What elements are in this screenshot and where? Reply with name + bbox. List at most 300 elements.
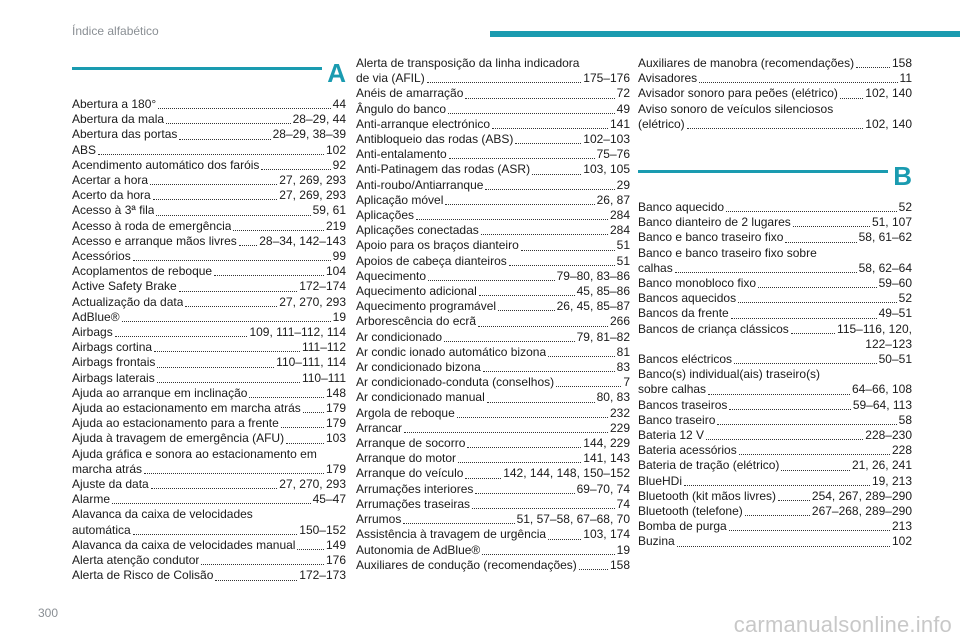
dot-leader: [498, 309, 555, 311]
index-entry-pages: 51: [616, 238, 630, 253]
dot-leader: [548, 355, 615, 357]
index-entry-term: Arrumações traseiras: [356, 496, 471, 511]
index-entry-pages: 80, 83: [596, 390, 630, 405]
index-entry: [72, 538, 346, 553]
index-entry-pages-continued: 122–123: [865, 336, 912, 351]
index-entry: [72, 249, 346, 264]
index-entry-term: Acesso à roda de emergência: [72, 218, 232, 233]
dot-leader: [448, 112, 615, 114]
dot-leader: [745, 514, 810, 516]
dot-leader: [185, 305, 277, 307]
dot-leader: [481, 233, 608, 235]
index-entry-term: Banco e banco traseiro fixo: [638, 230, 784, 245]
index-entry-term: Acesso à 3ª fila: [72, 203, 155, 218]
index-entry-term: Acerto da hora: [72, 188, 151, 203]
dot-leader: [286, 442, 324, 444]
index-entry-term: (elétrico): [638, 116, 685, 131]
index-entry-term: Ar condicionado: [356, 329, 443, 344]
index-entry-pages: 228: [891, 443, 912, 458]
header-title: Índice alfabético: [72, 24, 159, 38]
index-entry-term: Banco traseiro: [638, 412, 716, 427]
index-entry-pages: 27, 269, 293: [279, 173, 346, 188]
dot-leader: [781, 469, 850, 471]
index-entry: [72, 127, 346, 142]
index-entry: [356, 132, 630, 147]
index-entry-pages: 104: [325, 264, 346, 279]
index-entry-term: Apoios de cabeça dianteiros: [356, 253, 507, 268]
index-entry-pages: 110–111: [301, 370, 346, 385]
index-entry-pages: 58: [898, 412, 912, 427]
index-entry: [72, 325, 346, 340]
dot-leader: [133, 533, 298, 535]
dot-leader: [708, 393, 850, 395]
index-entry: [356, 421, 630, 436]
index-entry-term: Anti-entalamento: [356, 147, 447, 162]
index-entry-term: Arranque do veículo: [356, 466, 464, 481]
index-entry-pages: 51, 57–58, 67–68, 70: [516, 512, 630, 527]
index-entry: [356, 223, 630, 238]
index-entry: [72, 310, 346, 325]
index-entry-term: Arrumações interiores: [356, 481, 474, 496]
index-entry-pages: 179: [325, 416, 346, 431]
dot-leader: [739, 453, 890, 455]
index-entry-term: Aplicações: [356, 208, 415, 223]
index-entry: [638, 428, 912, 443]
dot-leader: [133, 259, 331, 261]
index-entry-term: Bancos de criança clássicos: [638, 321, 789, 336]
dot-leader: [738, 301, 897, 303]
index-entry: [638, 489, 912, 504]
index-entry-term: Arborescência do ecrã: [356, 314, 477, 329]
index-entry-pages: 267–268, 289–290: [811, 504, 912, 519]
index-entry: [356, 497, 630, 512]
index-entry: [72, 401, 346, 416]
dot-leader: [687, 127, 864, 129]
index-entry-term: Bateria 12 V: [638, 428, 705, 443]
index-entry-pages: 229: [609, 420, 630, 435]
dot-leader: [427, 81, 582, 83]
index-entry-pages: 27, 269, 293: [279, 188, 346, 203]
index-entry-term: Acessórios: [72, 249, 131, 264]
index-entry: [72, 279, 346, 294]
index-entry-pages: 284: [609, 208, 630, 223]
index-entry: [72, 431, 346, 446]
index-entry: [72, 477, 346, 492]
index-entry-term: Aplicação móvel: [356, 192, 444, 207]
index-entry-pages: 45, 85–86: [576, 284, 630, 299]
dot-leader: [303, 411, 324, 413]
dot-leader: [215, 579, 297, 581]
index-entry: [72, 112, 346, 127]
dot-leader: [465, 477, 501, 479]
index-entry-pages: 109, 111–112, 114: [249, 325, 346, 340]
index-entry-pages: 83: [616, 360, 630, 375]
index-entry: [638, 215, 912, 230]
dot-leader: [157, 381, 300, 383]
dot-leader: [112, 502, 311, 504]
dot-leader: [731, 317, 877, 319]
index-entry-term: Alerta atenção condutor: [72, 553, 200, 568]
index-entry: [638, 291, 912, 306]
index-entry-pages: 213: [891, 519, 912, 534]
index-entry: [356, 299, 630, 314]
dot-leader: [297, 548, 323, 550]
index-entry-pages: 64–66, 108: [851, 382, 912, 397]
dot-leader: [403, 522, 514, 524]
index-entry-pages: 103, 174: [583, 527, 630, 542]
index-entry: [638, 474, 912, 489]
index-entry-pages: 19: [616, 542, 630, 557]
index-entry-term: Bateria de tração (elétrico): [638, 458, 780, 473]
index-entry-pages: 228–230: [865, 428, 912, 443]
index-entry-pages: 59–60: [878, 276, 912, 291]
dot-leader: [458, 461, 581, 463]
index-entry: [356, 314, 630, 329]
dot-leader: [515, 142, 581, 144]
index-entry-term: Banco dianteiro de 2 lugares: [638, 215, 791, 230]
index-entry-term: marcha atrás: [72, 461, 143, 476]
index-entry: [72, 264, 346, 279]
index-entry-term: calhas: [638, 260, 673, 275]
index-entry-pages: 44: [332, 97, 346, 111]
index-entry-pages: 11: [899, 71, 912, 86]
index-entry-pages: 172–174: [299, 279, 346, 294]
index-entry-pages: 158: [891, 56, 912, 70]
index-entry-term: Assistência à travagem de urgência: [356, 527, 547, 542]
index-entry-pages: 158: [609, 557, 630, 572]
index-entry: [72, 234, 346, 249]
index-entry: [72, 371, 346, 386]
index-entry-pages: 102–103: [583, 132, 630, 147]
index-entry: [356, 71, 630, 86]
section-a-letter: A: [327, 58, 346, 88]
dot-leader: [428, 279, 555, 281]
dot-leader: [556, 385, 621, 387]
index-entry: [638, 56, 912, 71]
section-a-header: [72, 58, 346, 97]
index-entry: [356, 527, 630, 542]
index-entry-pages: 99: [332, 249, 346, 264]
index-entry-term: Anti-arranque electrónico: [356, 116, 491, 131]
index-entry-term: Argola de reboque: [356, 405, 455, 420]
dot-leader: [233, 229, 324, 231]
index-entry: [356, 86, 630, 101]
index-entry: [72, 203, 346, 218]
index-entry: [638, 382, 912, 397]
dot-leader: [785, 241, 856, 243]
index-entry-term: Bomba de purga: [638, 519, 727, 534]
index-entry-term: Ar condic ionado automático bizona: [356, 344, 547, 359]
dot-leader: [758, 286, 877, 288]
index-entry-pages: 75–76: [596, 147, 630, 162]
index-entry-term: Airbags cortina: [72, 340, 153, 355]
index-entry-pages: 28–29, 38–39: [272, 127, 346, 142]
dot-leader: [445, 203, 594, 205]
dot-leader: [734, 362, 877, 364]
index-entry-pages: 28–29, 44: [292, 112, 346, 127]
index-entry: [356, 390, 630, 405]
index-entry-pre: Banco(s) individual(ais) traseiro(s): [638, 367, 821, 382]
index-entry: [356, 482, 630, 497]
dot-leader: [699, 81, 897, 83]
index-entry-pages: 51: [616, 253, 630, 268]
index-entry: [356, 117, 630, 132]
index-entry: [638, 200, 912, 215]
section-a-rule: [72, 67, 322, 70]
index-entry: [356, 466, 630, 481]
index-entry-term: Arrumos: [356, 512, 402, 527]
index-entry: [638, 276, 912, 291]
index-entry-pages: 102, 140: [865, 86, 912, 101]
index-entry: [72, 97, 346, 112]
dot-leader: [156, 214, 310, 216]
index-entry: [72, 462, 346, 477]
index-entry-pre: Alerta de transposição da linha indicadora: [356, 56, 580, 70]
index-entry-pages: 19, 213: [871, 473, 912, 488]
index-entry-term: Anti-Patinagem das rodas (ASR): [356, 162, 531, 177]
index-entry: [356, 375, 630, 390]
index-entry: [638, 519, 912, 534]
index-entry: [638, 398, 912, 413]
dot-leader: [457, 416, 608, 418]
index-entry-pages: 176: [325, 553, 346, 568]
index-entry-term: Apoio para os braços dianteiro: [356, 238, 519, 253]
index-entry-term: Banco monobloco fixo: [638, 276, 757, 291]
index-entry-term: Ângulo do banco: [356, 101, 447, 116]
dot-leader: [509, 264, 615, 266]
index-entry-pages: 102, 140: [865, 116, 912, 131]
section-b-header: [638, 161, 912, 200]
index-entry-term: Anéis de amarração: [356, 86, 464, 101]
dot-leader: [478, 325, 608, 327]
index-entry-pages: 232: [609, 405, 630, 420]
dot-leader: [449, 157, 595, 159]
dot-leader: [729, 529, 890, 531]
index-entry-pages: 79, 81–82: [576, 329, 630, 344]
index-entry: [356, 436, 630, 451]
index-entry: [72, 340, 346, 355]
index-entry: [638, 443, 912, 458]
dot-leader: [483, 370, 615, 372]
index-entry-pages: 7: [623, 375, 630, 390]
section-b-rule: [638, 170, 888, 173]
index-entry-pages: 28–34, 142–143: [259, 233, 346, 248]
index-entry: [72, 188, 346, 203]
index-entry-term: Airbags laterais: [72, 370, 155, 385]
index-entry-pages: 27, 270, 293: [279, 477, 346, 492]
index-entry-pages: 45–47: [312, 492, 346, 507]
index-entry-pages: 49–51: [878, 306, 912, 321]
index-entry: [356, 512, 630, 527]
page-number: 300: [38, 606, 59, 620]
index-entry-pages: 19: [332, 309, 346, 324]
index-entry-term: Bateria acessórios: [638, 443, 737, 458]
dot-leader: [482, 553, 614, 555]
index-entry-term: Avisador sonoro para peões (elétrico): [638, 86, 838, 101]
index-entry-term: Ajuda ao estacionamento em marcha atrás: [72, 401, 301, 416]
index-entry-pages: 103, 105: [583, 162, 630, 177]
index-entry-term: Actualização da data: [72, 294, 184, 309]
dot-leader: [153, 198, 278, 200]
dot-leader: [684, 484, 870, 486]
dot-leader: [261, 168, 330, 170]
index-entry: [356, 406, 630, 421]
index-entry-term: Abertura da mala: [72, 112, 165, 127]
index-entry: [356, 330, 630, 345]
index-entry-pages: 175–176: [583, 71, 630, 86]
dot-leader: [465, 97, 614, 99]
index-entry-term: Arranque de socorro: [356, 436, 466, 451]
dot-leader: [706, 438, 863, 440]
index-entry-term: Ajuda ao estacionamento para a frente: [72, 416, 279, 431]
index-entry-pages: 72: [616, 86, 630, 101]
index-entry: [638, 352, 912, 367]
index-entry-term: Ajuda ao arranque em inclinação: [72, 385, 248, 400]
index-entry-term: Ar condicionado-conduta (conselhos): [356, 375, 555, 390]
dot-leader: [115, 335, 248, 337]
index-entry-term: Ar condicionado manual: [356, 390, 485, 405]
dot-leader: [485, 188, 614, 190]
header-accent-bar: [490, 31, 960, 37]
dot-leader: [444, 340, 575, 342]
dot-leader: [122, 320, 331, 322]
index-entry-term: Alarme: [72, 492, 111, 507]
index-entry-term: Bancos da frente: [638, 306, 729, 321]
dot-leader: [249, 396, 324, 398]
index-column-3: [638, 56, 912, 550]
dot-leader: [201, 563, 324, 565]
index-entry: [638, 71, 912, 86]
index-column-2: [356, 56, 630, 573]
index-entry-term: Acesso e arranque mãos livres: [72, 233, 237, 248]
index-entry-term: Aquecimento: [356, 268, 427, 283]
index-entry-term: Ar condicionado bizona: [356, 360, 481, 375]
index-entry-pages: 111–112: [301, 340, 346, 355]
index-entry-pages: 179: [325, 461, 346, 476]
index-entry-term: Alavanca da caixa de velocidades manual: [72, 537, 296, 552]
index-entry: [638, 261, 912, 276]
index-entry-pages: 26, 87: [596, 192, 630, 207]
index-entry-term: Arranque do motor: [356, 451, 457, 466]
index-entry: [638, 458, 912, 473]
dot-leader: [840, 97, 863, 99]
index-entry-pages: 102: [325, 142, 346, 157]
dot-leader: [475, 492, 574, 494]
index-entry-term: Acendimento automático dos faróis: [72, 157, 260, 172]
dot-leader: [179, 138, 270, 140]
dot-leader: [281, 426, 324, 428]
index-entry-pages: 79–80, 83–86: [556, 268, 630, 283]
index-entry-pages: 69–70, 74: [576, 481, 630, 496]
index-entry-pages: 59–64, 113: [852, 397, 912, 412]
index-entry-pages: 21, 26, 241: [851, 458, 912, 473]
index-entry-term: Bluetooth (telefone): [638, 504, 743, 519]
dot-leader: [416, 218, 608, 220]
index-entry-term: Bancos aquecidos: [638, 291, 737, 306]
index-entry-pages: 115–116, 120,: [837, 321, 912, 336]
index-entry: [356, 284, 630, 299]
index-entry-pages: 92: [332, 157, 346, 172]
index-entry-pre: Ajuda gráfica e sonora ao estacionamento em: [72, 446, 317, 461]
index-entry: [72, 143, 346, 158]
index-entry-pages: 142, 144, 148, 150–152: [503, 466, 630, 481]
index-entry: [356, 360, 630, 375]
index-entry-term: BlueHDi: [638, 473, 683, 488]
dot-leader: [150, 183, 277, 185]
index-entry-pages: 103: [325, 431, 346, 446]
index-entry: [638, 504, 912, 519]
index-entry: [638, 413, 912, 428]
index-entry: [356, 238, 630, 253]
index-entry-pre: Alavanca da caixa de velocidades: [72, 507, 253, 522]
dot-leader: [179, 290, 298, 292]
dot-leader: [579, 568, 608, 570]
index-entry: [356, 147, 630, 162]
index-entry: [638, 230, 912, 245]
index-entry-pages: 148: [325, 385, 346, 400]
index-entry-pages: 141: [609, 116, 630, 131]
index-entry: [356, 193, 630, 208]
index-entry: [72, 492, 346, 507]
index-entry-term: sobre calhas: [638, 382, 707, 397]
dot-leader: [472, 507, 615, 509]
dot-leader: [677, 545, 890, 547]
dot-leader: [487, 401, 595, 403]
index-entry-pages: 59, 61: [312, 203, 346, 218]
index-entry-term: Arrancar: [356, 420, 403, 435]
index-entry: [72, 173, 346, 188]
index-entry: [356, 208, 630, 223]
index-entry: [356, 254, 630, 269]
index-entry: [638, 86, 912, 101]
index-entry: [356, 162, 630, 177]
dot-leader: [404, 431, 608, 433]
index-entry: [638, 322, 912, 337]
index-entry-term: Anti-roubo/Antiarranque: [356, 177, 484, 192]
index-entry-pages: 110–111, 114: [276, 355, 346, 370]
index-entry-pages: 58, 62–64: [858, 260, 912, 275]
index-entry-term: Ajuda à travagem de emergência (AFU): [72, 431, 285, 446]
index-entry: [72, 386, 346, 401]
watermark: carmanualsonline.info: [733, 612, 952, 637]
index-entry-term: automática: [72, 522, 131, 537]
index-entry-term: Ajuste da data: [72, 477, 149, 492]
index-entry-term: Bancos eléctricos: [638, 352, 733, 367]
index-entry-pages: 144, 229: [583, 436, 630, 451]
dot-leader: [214, 274, 324, 276]
index-entry-term: Autonomia de AdBlue®: [356, 542, 481, 557]
index-entry: [72, 219, 346, 234]
index-entry-term: Auxiliares de manobra (recomendações): [638, 56, 855, 70]
index-entry-term: Aquecimento programável: [356, 299, 497, 314]
dot-leader: [726, 210, 897, 212]
index-entry-pre: Aviso sonoro de veículos silenciosos: [638, 101, 834, 116]
dot-leader: [675, 271, 857, 273]
index-entry: [356, 102, 630, 117]
dot-leader: [791, 332, 835, 334]
dot-leader: [532, 173, 581, 175]
index-column-1: [72, 58, 346, 584]
index-entry-term: ABS: [72, 142, 97, 157]
dot-leader: [492, 127, 608, 129]
dot-leader: [98, 153, 324, 155]
index-entry-pages: 219: [325, 218, 346, 233]
index-entry-pages: 58, 61–62: [858, 230, 912, 245]
index-entry-pages: 284: [609, 223, 630, 238]
dot-leader: [151, 487, 278, 489]
index-entry-term: Buzina: [638, 534, 675, 549]
dot-leader: [154, 350, 300, 352]
